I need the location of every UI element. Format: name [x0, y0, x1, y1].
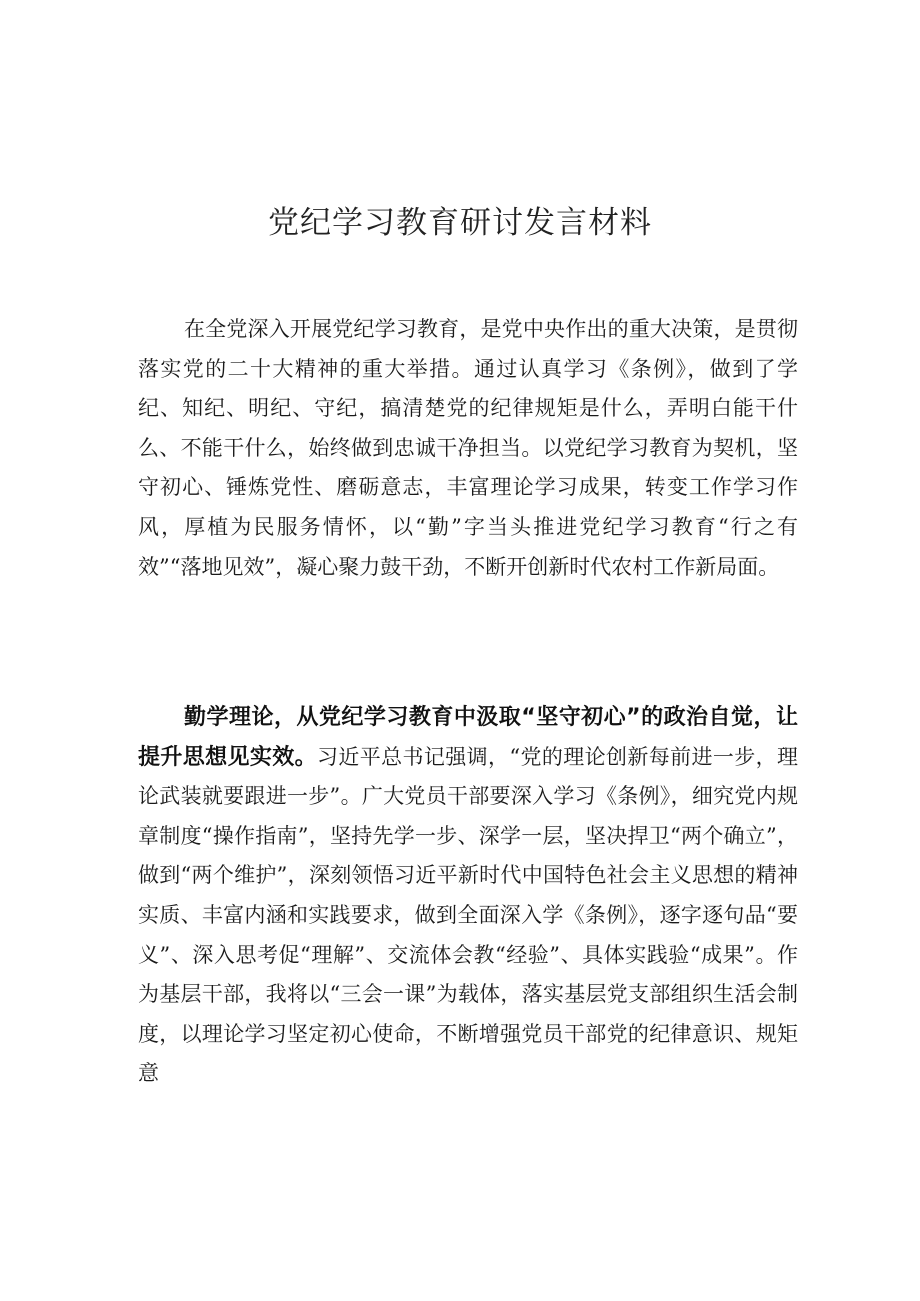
body-paragraph-2 — [138, 698, 798, 1094]
body-paragraph-1: 在全党深入开展党纪学习教育，是党中央作出的重大决策，是贯彻落实党的二十大精神的重大举措。通过认真学习《条例》，做到了学纪、知纪、明纪、守纪，搞清楚党的纪律规矩是什么，弄明白能干什么、不能干什么，始终做到忠诚干净担当。以党纪学习教育为契机，坚守初心、锤炼党性、磨砺意志，丰富理论学习成果，转变工作学习作风，厚植为民服务情怀，以“勤”字当头推进党纪学习教育“行之有效”“落地见效”，凝心聚力鼓干劲，不断开创新时代农村工作新局面。 — [138, 317, 798, 579]
paragraph-2-body: 习近平总书记强调，“党的理论创新每前进一步，理论武装就要跟进一步”。广大党员干部要深入学习《条例》，细究党内规章制度“操作指南”，坚持先学一步、深学一层，坚决捍卫“两个确立”，做到“两个维护”，深刻领悟习近平新时代中国特色社会主义思想的精神实质、丰富内涵和实践要求，做到全面深入学《条例》，逐字逐句品“要义”、深入思考促“理解”、交流体会教“经验”、具体实践验“成果”。作为基层干部，我将以“三会一课”为载体，落实基层党支部组织生活会制度，以理论学习坚定初心使命，不断增强党员干部党的纪律意识、规矩意 — [138, 744, 798, 1086]
paragraph-2-lead-heading: 勤学理论，从党纪学习教育中汲取“坚守初心”的政治自觉，让提升思想见实效。 — [138, 705, 798, 770]
document-title: 党纪学习教育研讨发言材料 — [268, 205, 652, 241]
